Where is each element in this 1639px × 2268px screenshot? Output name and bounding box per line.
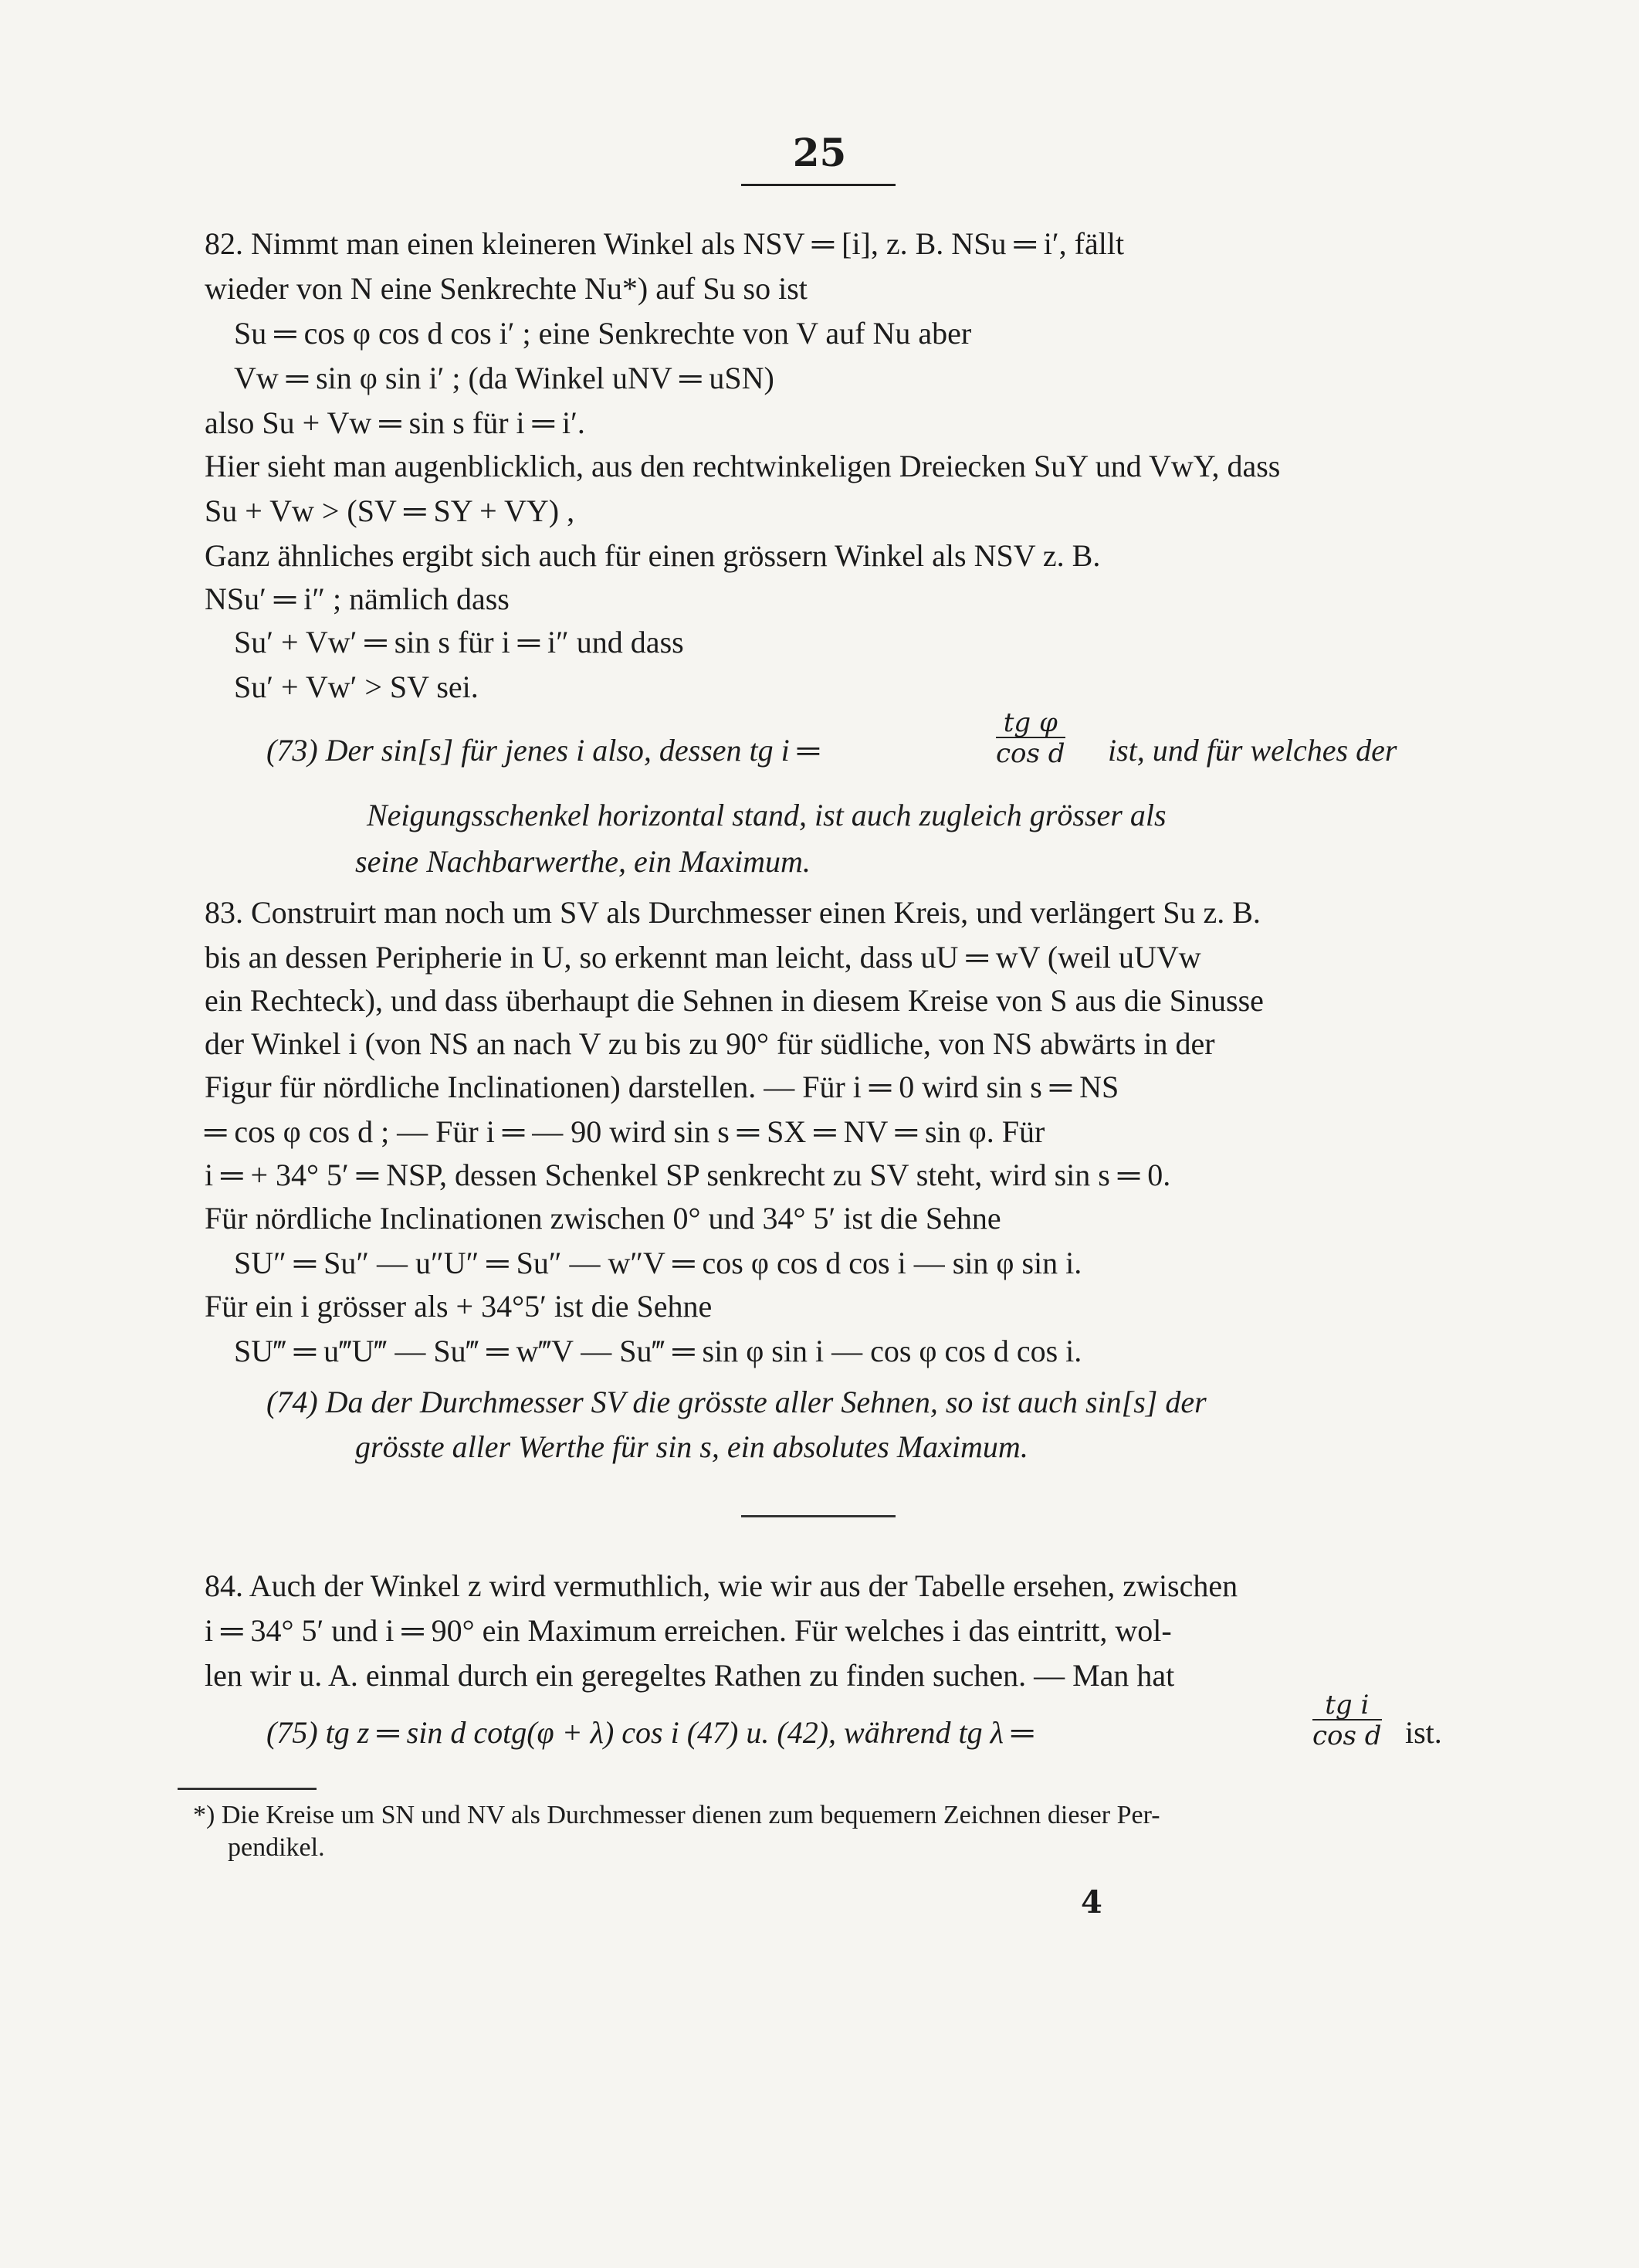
fraction-numerator: tg i [1325, 1690, 1370, 1720]
text-line: ═ cos φ cos d ; — Für i ═ — 90 wird sin s ═ SX ═ NV ═ sin φ. Für [205, 1114, 1045, 1149]
text-line: Su ═ cos φ cos d cos i′ ; eine Senkrechte von V auf Nu aber [234, 316, 972, 351]
text-line: len wir u. A. einmal durch ein geregeltes Rathen zu finden suchen. — Man hat [205, 1658, 1175, 1693]
text-line: bis an dessen Peripherie in U, so erkennt man leicht, dass uU ═ wV (weil uUVw [205, 940, 1201, 975]
text-line: Hier sieht man augenblicklich, aus den rechtwinkeligen Dreiecken SuY und VwY, dass [205, 449, 1281, 483]
footnote-line-2: pendikel. [228, 1833, 325, 1862]
footnote-line-1: *) Die Kreise um SN und NV als Durchmesser dienen zum bequemern Zeichnen dieser Per- [193, 1801, 1160, 1829]
text-line: wieder von N eine Senkrechte Nu*) auf Su so ist [205, 271, 808, 306]
text-line: (73) Der sin[s] für jenes i also, dessen tg i ═ [266, 733, 820, 768]
text-line: ist. [1405, 1715, 1442, 1750]
text-line: SU‴ ═ u‴U‴ — Su‴ ═ w‴V — Su‴ ═ sin φ sin i — cos φ cos d cos i. [234, 1334, 1082, 1368]
text-line: 83. Construirt man noch um SV als Durchmesser einen Kreis, und verlängert Su z. B. [205, 895, 1261, 930]
text-line: Vw ═ sin φ sin i′ ; (da Winkel uNV ═ uSN) [234, 361, 774, 395]
printer-signature: 4 [1081, 1884, 1102, 1921]
fraction-denominator: cos d [996, 738, 1065, 769]
page-number: 25 [792, 130, 847, 175]
text-line: Für nördliche Inclinationen zwischen 0° und 34° 5′ ist die Sehne [205, 1201, 1001, 1236]
text-line: Su + Vw > (SV ═ SY + VY) , [205, 493, 575, 528]
text-line: Ganz ähnliches ergibt sich auch für einen grössern Winkel als NSV z. B. [205, 538, 1101, 573]
fraction-denominator: cos d [1312, 1720, 1382, 1751]
text-line: i ═ 34° 5′ und i ═ 90° ein Maximum erreichen. Für welches i das eintritt, wol- [205, 1613, 1172, 1648]
text-line: ein Rechteck), und dass überhaupt die Sehnen in diesem Kreise von S aus die Sinusse [205, 983, 1264, 1018]
text-line: Für ein i grösser als + 34°5′ ist die Sehne [205, 1289, 713, 1324]
section-divider [741, 1515, 896, 1517]
text-line: grösste aller Werthe für sin s, ein absolutes Maximum. [355, 1429, 1028, 1464]
footnote-rule [178, 1788, 317, 1790]
text-line: also Su + Vw ═ sin s für i ═ i′. [205, 405, 585, 440]
text-line: der Winkel i (von NS an nach V zu bis zu 90° für südliche, von NS abwärts in der [205, 1026, 1215, 1061]
text-line: 84. Auch der Winkel z wird vermuthlich, wie wir aus der Tabelle ersehen, zwischen [205, 1568, 1238, 1603]
text-line: Figur für nördliche Inclinationen) darstellen. — Für i ═ 0 wird sin s ═ NS [205, 1070, 1119, 1104]
text-line: Su′ + Vw′ > SV sei. [234, 670, 479, 704]
text-line: Su′ + Vw′ ═ sin s für i ═ i″ und dass [234, 625, 684, 659]
fraction [1312, 1691, 1382, 1750]
text-line: NSu′ ═ i″ ; nämlich dass [205, 581, 510, 616]
text-line: (74) Da der Durchmesser SV die grösste aller Sehnen, so ist auch sin[s] der [266, 1385, 1207, 1419]
text-line: 82. Nimmt man einen kleineren Winkel als NSV ═ [i], z. B. NSu ═ i′, fällt [205, 226, 1125, 261]
fraction-numerator: tg φ [1003, 707, 1058, 738]
fraction [996, 709, 1065, 768]
header-rule [741, 184, 896, 186]
text-line: seine Nachbarwerthe, ein Maximum. [355, 844, 811, 879]
text-line: (75) tg z ═ sin d cotg(φ + λ) cos i (47) u. (42), während tg λ ═ [266, 1715, 1034, 1750]
text-line: i ═ + 34° 5′ ═ NSP, dessen Schenkel SP senkrecht zu SV steht, wird sin s ═ 0. [205, 1158, 1171, 1192]
text-line: Neigungsschenkel horizontal stand, ist auch zugleich grösser als [367, 798, 1167, 832]
text-line: ist, und für welches der [1108, 733, 1397, 768]
text-line: SU″ ═ Su″ — u″U″ ═ Su″ — w″V ═ cos φ cos d cos i — sin φ sin i. [234, 1246, 1082, 1280]
